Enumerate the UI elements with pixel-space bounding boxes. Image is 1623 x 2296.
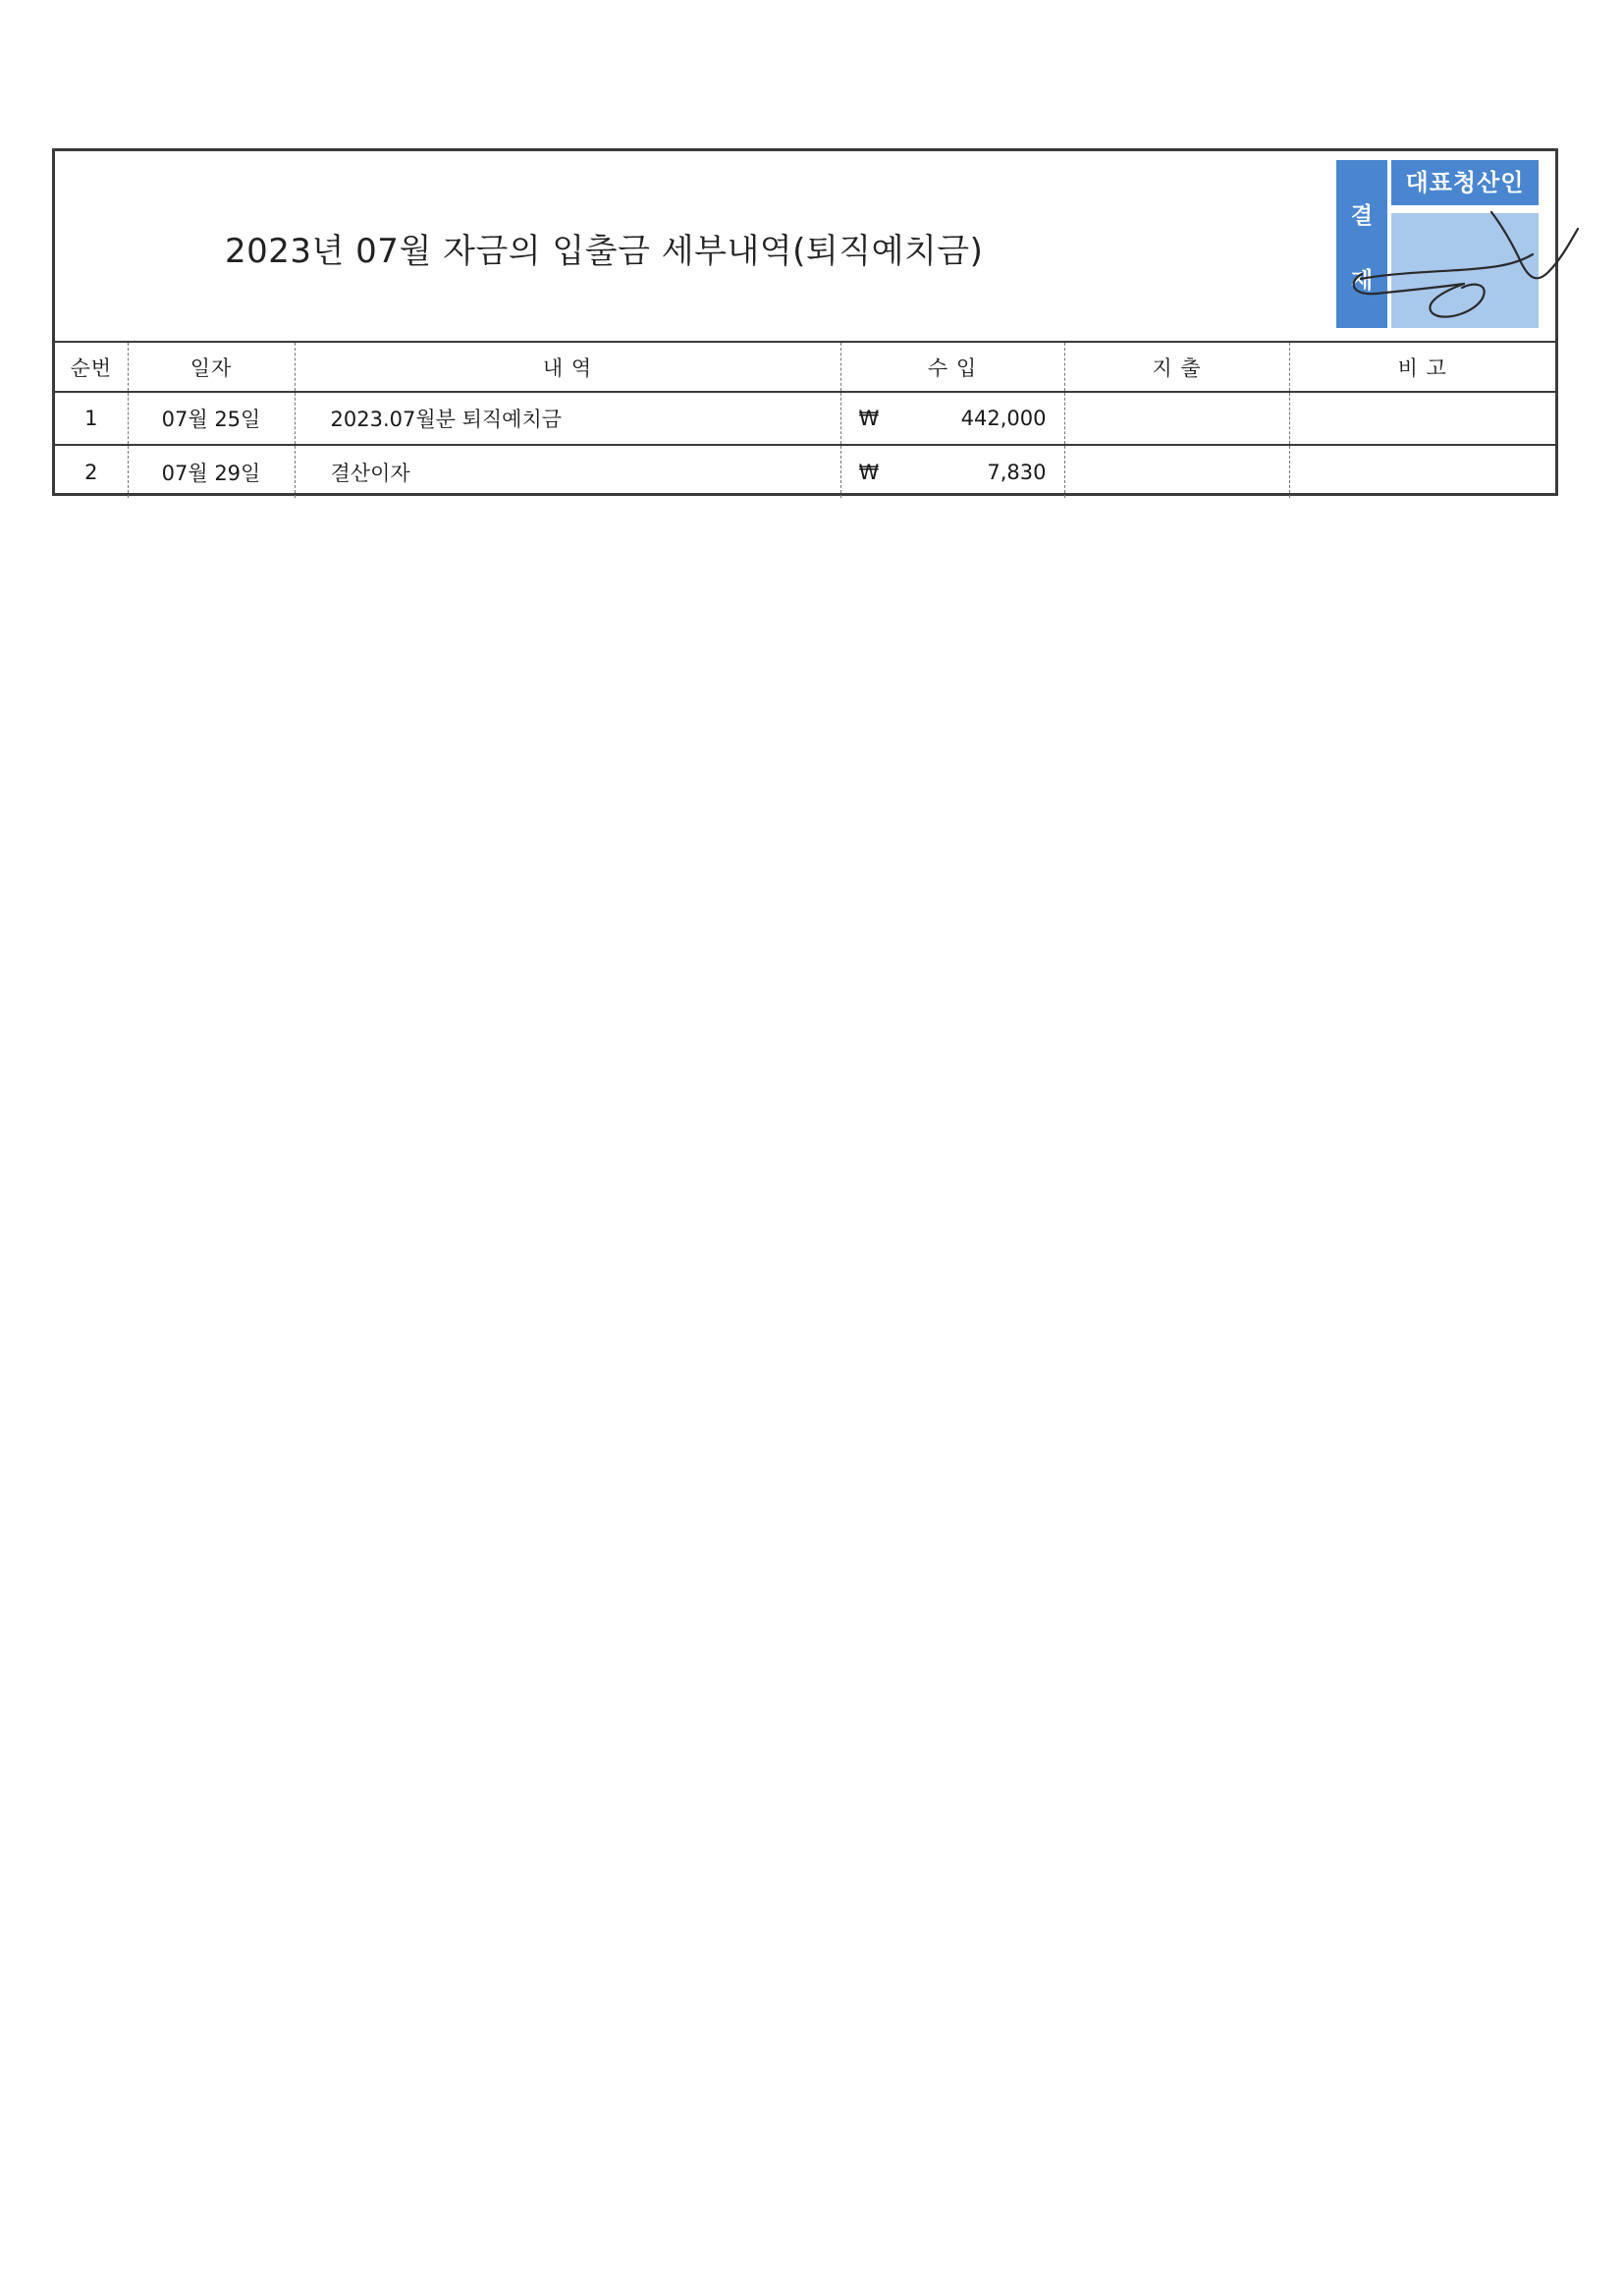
- currency-symbol: ₩: [858, 460, 880, 484]
- row-no: 1: [55, 392, 128, 445]
- header-expense: 지 출: [1064, 343, 1289, 392]
- header-income: 수 입: [840, 343, 1064, 392]
- row-date: 07월 25일: [128, 392, 295, 445]
- transaction-table: [55, 343, 1555, 498]
- income-amount: 7,830: [987, 460, 1047, 484]
- header-no: 순번: [55, 343, 128, 392]
- row-note: [1289, 445, 1555, 498]
- row-expense: [1064, 445, 1289, 498]
- row-description: 2023.07월분 퇴직예치금: [295, 392, 840, 445]
- header-date: 일자: [128, 343, 295, 392]
- income-amount: 442,000: [960, 407, 1047, 430]
- row-date: 07월 29일: [128, 445, 295, 498]
- row-expense: [1064, 392, 1289, 445]
- row-note: [1289, 392, 1555, 445]
- approval-label-1: 결: [1350, 203, 1374, 229]
- table-row: [55, 445, 1555, 498]
- row-description: 결산이자: [295, 445, 840, 498]
- approval-label-2: 재: [1350, 268, 1374, 294]
- row-income: [840, 445, 1064, 498]
- title-area: [55, 151, 1555, 343]
- signer-title: 대표청산인: [1391, 160, 1539, 205]
- currency-symbol: ₩: [858, 407, 880, 430]
- header-note: 비 고: [1289, 343, 1555, 392]
- table-row: [55, 392, 1555, 445]
- table-header-row: [55, 343, 1555, 392]
- ledger-frame: [52, 148, 1558, 496]
- row-income: [840, 392, 1064, 445]
- header-description: 내 역: [295, 343, 840, 392]
- signature-mark: [1326, 205, 1582, 343]
- row-no: 2: [84, 460, 98, 484]
- document-title: 2023년 07월 자금의 입출금 세부내역(퇴직예치금): [225, 232, 984, 271]
